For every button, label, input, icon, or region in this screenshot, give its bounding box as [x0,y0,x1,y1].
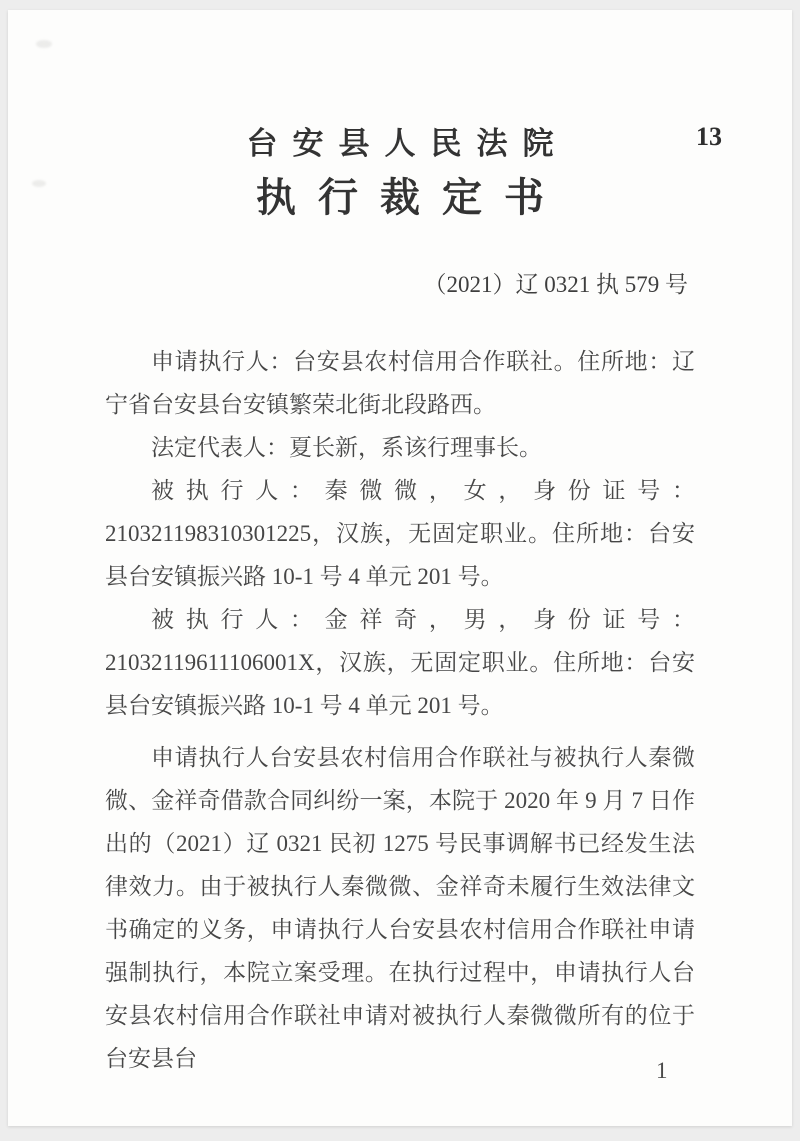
document-page [8,10,792,1126]
corner-page-number: 13 [696,122,722,151]
paragraph-case-summary: 申请执行人台安县农村信用合作联社与被执行人秦微微、金祥奇借款合同纠纷一案，本院于 2020 年 9 月 7 日作出的（2021）辽 0321 民初 1275 号民事调解书已经发生法律效力。由于被执行人秦微微、金祥奇未履行生效法律文书确定的义务，申请执行人台安县农村信用合作联社申请强制执行，本院立案受理。在执行过程中，申请执行人台安县农村信用合作联社申请对被执行人秦微微所有的位于台安县台 [105,745,695,1071]
document-body [105,340,695,1080]
paragraph-respondent-1: 被执行人：秦微微，女，身份证号：210321198310301225，汉族，无固定职业。住所地：台安县台安镇振兴路 10-1 号 4 单元 201 号。 [105,478,695,589]
scan-artifact [36,40,52,48]
paragraph-legal-representative: 法定代表人：夏长新，系该行理事长。 [151,435,542,460]
document-title: 执行裁定书 [256,175,566,220]
case-number: （2021）辽 0321 执 579 号 [423,272,688,297]
page-footer-number: 1 [656,1058,668,1083]
court-name-heading: 台安县人民法院 [246,126,569,161]
paragraph-respondent-2: 被执行人：金祥奇，男，身份证号：21032119611106001X，汉族，无固定职业。住所地：台安县台安镇振兴路 10-1 号 4 单元 201 号。 [105,607,695,718]
paragraph-applicant: 申请执行人：台安县农村信用合作联社。住所地：辽宁省台安县台安镇繁荣北街北段路西。 [105,349,695,417]
